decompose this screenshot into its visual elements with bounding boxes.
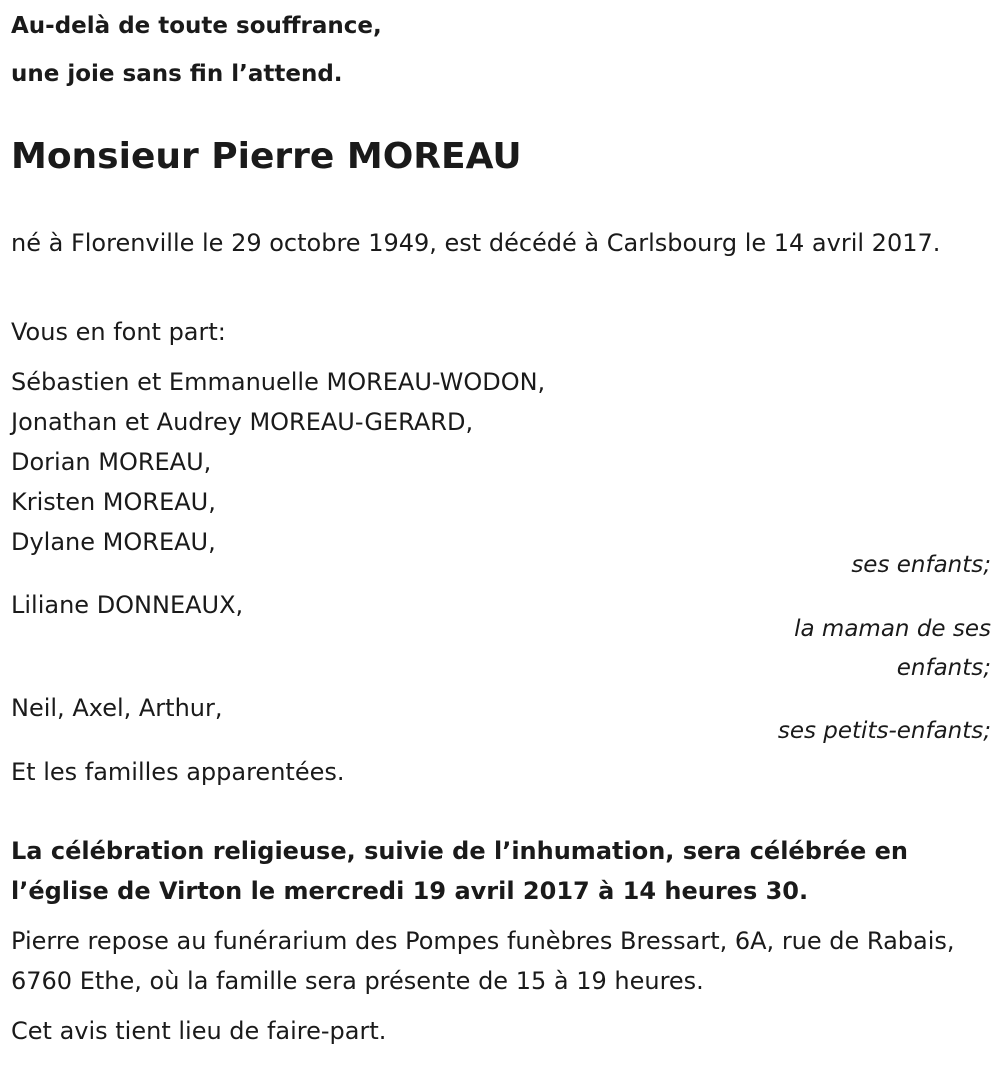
children-relation: ses enfants;: [851, 552, 991, 578]
funeral-home-details: Pierre repose au funérarium des Pompes funèbres Bressart, 6A, rue de Rabais, 6760 Ethe, où la famille sera présente de 15 à 19 heures.: [11, 927, 955, 995]
grandchildren-names: Neil, Axel, Arthur,: [11, 694, 223, 722]
list-item: Dorian MOREAU,: [11, 448, 212, 476]
notice-statement: Cet avis tient lieu de faire-part.: [11, 1017, 387, 1045]
mother-name: Liliane DONNEAUX,: [11, 591, 244, 619]
list-item: Kristen MOREAU,: [11, 488, 216, 516]
list-item: Sébastien et Emmanuelle MOREAU-WODON,: [11, 368, 546, 396]
grandchildren-relation: ses petits-enfants;: [777, 718, 991, 744]
list-item: Dylane MOREAU,: [11, 528, 216, 556]
mother-relation: la maman de ses enfants;: [794, 616, 991, 681]
list-item: Jonathan et Audrey MOREAU-GERARD,: [11, 408, 474, 436]
deceased-name: Monsieur Pierre MOREAU: [11, 136, 522, 177]
verse-line-1: Au-delà de toute souffrance,: [11, 13, 382, 39]
children-list: [11, 362, 545, 562]
announcement-intro: Vous en font part:: [11, 318, 226, 346]
ceremony-details: La célébration religieuse, suivie de l’inhumation, sera célébrée en l’église de Virton le mercredi 19 avril 2017 à 14 heures 30.: [11, 837, 908, 905]
birth-death-statement: né à Florenville le 29 octobre 1949, est décédé à Carlsbourg le 14 avril 2017.: [11, 229, 941, 257]
extended-families: Et les familles apparentées.: [11, 758, 345, 786]
verse-line-2: une joie sans fin l’attend.: [11, 61, 343, 87]
